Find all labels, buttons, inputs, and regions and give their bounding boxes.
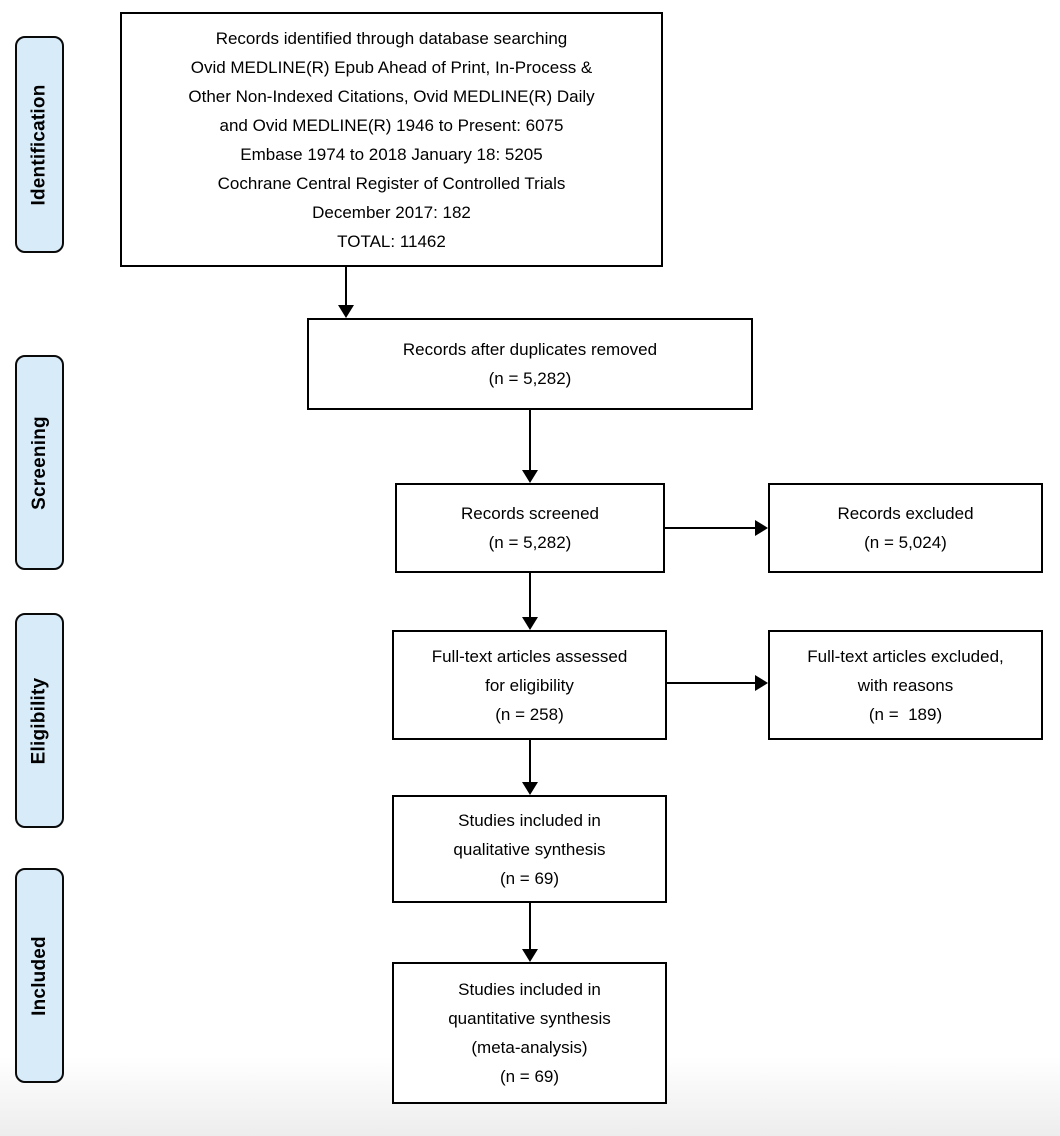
box-line: Ovid MEDLINE(R) Epub Ahead of Print, In-Process & (190, 57, 593, 77)
box-line: (n = 5,282) (488, 533, 572, 552)
box-line: Other Non-Indexed Citations, Ovid MEDLINE(R) Daily (188, 86, 595, 106)
box-line: TOTAL: 11462 (337, 231, 446, 251)
arrow-down-icon (522, 949, 538, 962)
box-line: qualitative synthesis (453, 839, 606, 859)
box-qualitative-synthesis (392, 795, 667, 903)
flow-arrow-fulltext-to-qualitative (529, 740, 531, 784)
box-fulltext-excluded (768, 630, 1043, 740)
box-line: (n = 5,024) (864, 533, 947, 552)
flow-arrow-fulltext-to-excluded (667, 682, 757, 684)
arrow-down-icon (522, 470, 538, 483)
box-line: Records screened (461, 504, 599, 523)
stage-identification (15, 36, 64, 253)
box-line: (n = 258) (495, 704, 564, 724)
box-records-screened (395, 483, 665, 573)
box-line: Studies included in (458, 980, 601, 999)
box-line: quantitative synthesis (448, 1009, 611, 1028)
box-line: Full-text articles excluded, (807, 646, 1004, 666)
box-duplicates-removed (307, 318, 753, 410)
box-line: Studies included in (458, 810, 601, 830)
box-line: Embase 1974 to 2018 January 18: 5205 (240, 144, 543, 164)
box-line: Records after duplicates removed (402, 340, 658, 359)
arrow-right-icon (755, 675, 768, 691)
arrow-down-icon (338, 305, 354, 318)
box-line: with reasons (857, 675, 954, 695)
box-fulltext-assessed (392, 630, 667, 740)
flow-arrow-screened-to-excluded (665, 527, 757, 529)
box-records-identified (120, 12, 663, 267)
stage-eligibility (15, 613, 64, 828)
box-quantitative-synthesis (392, 962, 667, 1104)
stage-included (15, 868, 64, 1083)
stage-label: Included (28, 935, 50, 1016)
box-records-excluded (768, 483, 1043, 573)
flow-arrow-duplicates-to-screened (529, 410, 531, 472)
flow-arrow-screened-to-fulltext (529, 573, 531, 619)
stage-label: Identification (28, 83, 50, 206)
stage-label: Screening (28, 415, 50, 510)
flow-arrow-identified-to-duplicates (345, 267, 347, 307)
box-line: (n = 5,282) (488, 369, 572, 388)
arrow-right-icon (755, 520, 768, 536)
box-line: Cochrane Central Register of Controlled Trials (217, 173, 566, 193)
box-line: December 2017: 182 (312, 202, 471, 222)
box-line: (meta-analysis) (471, 1038, 588, 1057)
arrow-down-icon (522, 782, 538, 795)
box-line: (n = 189) (868, 704, 943, 724)
box-line: Records excluded (837, 504, 974, 523)
box-line: and Ovid MEDLINE(R) 1946 to Present: 6075 (219, 115, 564, 135)
stage-screening (15, 355, 64, 570)
box-line: (n = 69) (499, 868, 560, 888)
flow-arrow-qualitative-to-quantitative (529, 903, 531, 951)
box-line: (n = 69) (499, 1067, 560, 1086)
arrow-down-icon (522, 617, 538, 630)
box-line: Records identified through database searching (215, 28, 568, 48)
stage-label: Eligibility (28, 677, 50, 764)
box-line: Full-text articles assessed (431, 646, 628, 666)
box-line: for eligibility (485, 675, 574, 695)
